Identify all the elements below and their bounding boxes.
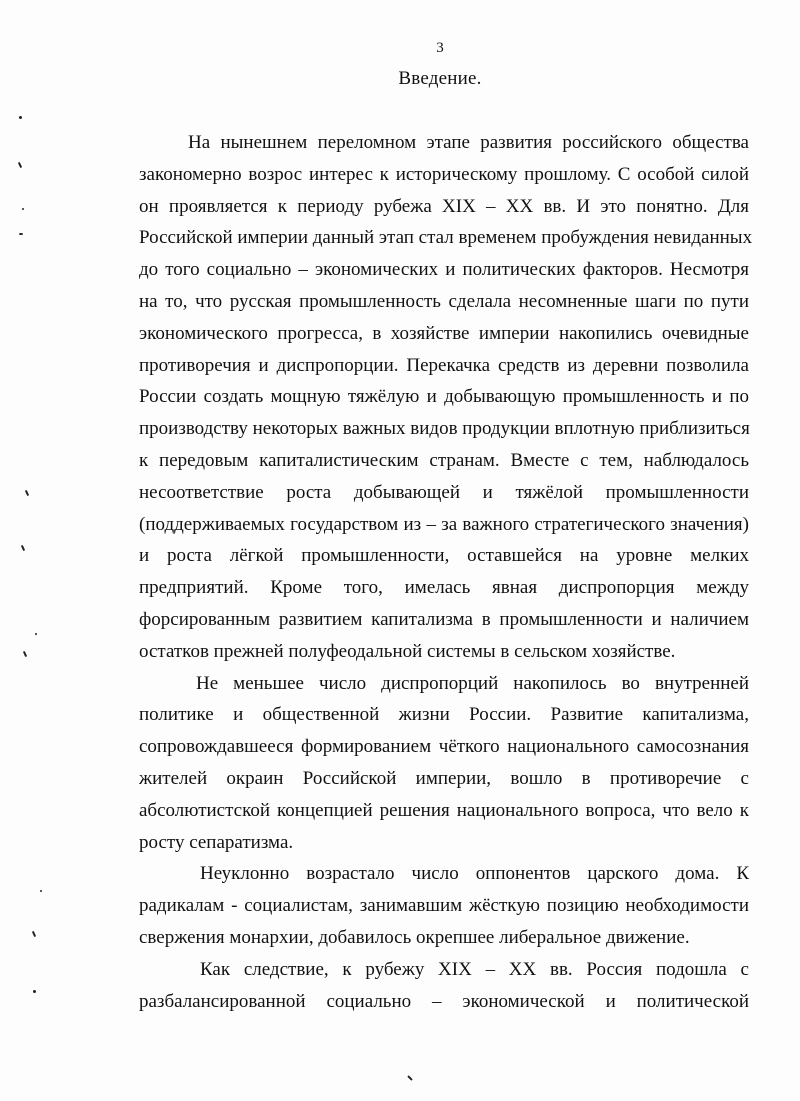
text-line: абсолютистской концепцией решения национального вопроса, что вело к (139, 799, 749, 821)
text-line: России создать мощную тяжёлую и добывающую промышленность и по (139, 386, 749, 408)
text-line: сопровождавшееся формированием чёткого национального самосознания (139, 736, 749, 758)
text-line: На нынешнем переломном этапе развития российского общества (188, 132, 749, 153)
text-line: (поддерживаемых государством из – за важного стратегического значения) (139, 513, 749, 535)
text-line: свержения монархии, добавилось окрепшее либеральное движение. (139, 926, 690, 948)
page-title: Введение. (398, 68, 482, 89)
paragraph-3 (139, 858, 749, 953)
paragraph-4 (139, 954, 749, 1018)
text-line: производству некоторых важных видов продукции вплотную приблизиться (139, 418, 750, 440)
text-line: Российской империи данный этап стал временем пробуждения невиданных (139, 227, 753, 249)
text-line: форсированным развитием капитализма в промышленности и наличием (139, 608, 749, 630)
scan-speck (32, 931, 36, 937)
text-line: росту сепаратизма. (139, 831, 294, 853)
text-line: он проявляется к периоду рубежа XIX – XX вв. И это понятно. Для (139, 195, 749, 217)
scan-speck (407, 1075, 413, 1081)
text-line: до того социально – экономических и политических факторов. Несмотря (139, 259, 749, 281)
text-line: Не меньшее число диспропорций накопилось во внутренней (196, 672, 749, 694)
scan-speck (19, 233, 23, 235)
scan-speck (21, 545, 25, 551)
body-text (139, 127, 753, 1017)
scan-speck (35, 633, 37, 635)
text-line: жителей окраин Российской империи, вошло в противоречие с (139, 767, 749, 789)
scan-speck (25, 490, 29, 496)
text-line: на то, что русская промышленность сделала несомненные шаги по пути (139, 290, 749, 312)
text-line: политике и общественной жизни России. Развитие капитализма, (139, 704, 749, 726)
paragraph-1 (139, 127, 753, 668)
scan-speck (19, 116, 22, 119)
scan-speck (40, 890, 42, 892)
text-line: экономического прогресса, в хозяйстве империи накопились очевидные (139, 322, 749, 344)
text-line: и роста лёгкой промышленности, оставшейся на уровне мелких (139, 545, 749, 567)
text-line: Неуклонно возрастало число оппонентов царского дома. К (200, 863, 749, 885)
text-line: противоречия и диспропорции. Перекачка средств из деревни позволила (139, 354, 749, 376)
scan-speck (18, 162, 22, 168)
page-number-text: 3 (436, 40, 444, 56)
scan-speck (23, 651, 27, 657)
scan-speck (22, 208, 24, 210)
text-line: к передовым капиталистическим странам. Вместе с тем, наблюдалось (139, 449, 749, 471)
text-line: предприятий. Кроме того, имелась явная диспропорция между (139, 577, 749, 599)
page-number (0, 40, 800, 57)
text-line: разбалансированной социально – экономической и политической (139, 990, 749, 1012)
text-line: закономерно возрос интерес к историческому прошлому. С особой силой (139, 163, 749, 185)
text-line: Как следствие, к рубежу XIX – XX вв. Россия подошла с (200, 958, 749, 980)
text-line: радикалам - социалистам, занимавшим жёсткую позицию необходимости (139, 895, 749, 917)
paragraph-2 (139, 668, 749, 859)
text-line: несоответствие роста добывающей и тяжёлой промышленности (139, 481, 749, 503)
text-line: остатков прежней полуфеодальной системы в сельском хозяйстве. (139, 640, 676, 662)
scan-speck (33, 990, 36, 993)
